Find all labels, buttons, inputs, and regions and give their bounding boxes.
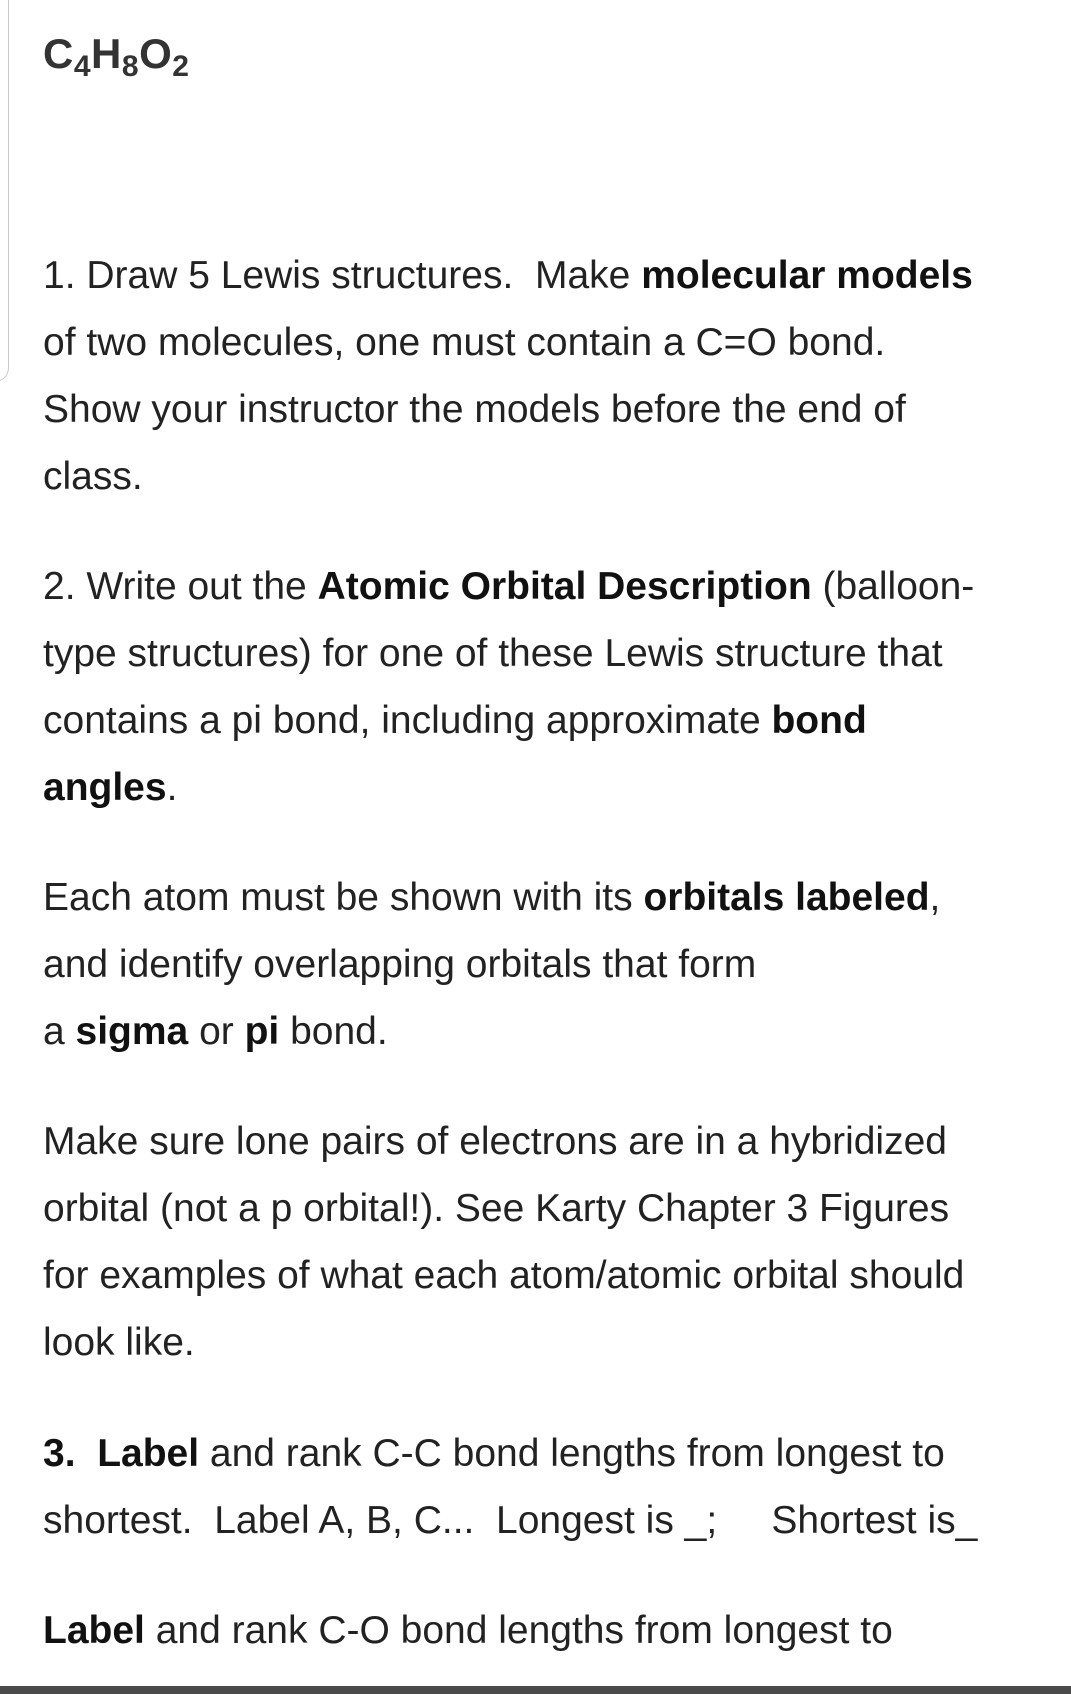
q3-line-1: 3. Label and rank C-C bond lengths from longest to bbox=[43, 1432, 945, 1475]
q1-line-4: class. bbox=[43, 455, 143, 498]
paragraph-lone-pairs bbox=[43, 1108, 964, 1376]
q2-line-1: 2. Write out the Atomic Orbital Description (balloon- bbox=[43, 565, 975, 608]
q4-line-1: Label and rank C-O bond lengths from longest to bbox=[43, 1609, 893, 1652]
q1-line-3: Show your instructor the models before the end of bbox=[43, 388, 906, 431]
p2-line-1: Make sure lone pairs of electrons are in a hybridized bbox=[43, 1120, 947, 1163]
q1-line-2: of two molecules, one must contain a C=O bond. bbox=[43, 321, 886, 364]
molecular-formula: $C_4H_8O_2$ bbox=[43, 30, 190, 83]
question-2 bbox=[43, 553, 974, 821]
p1-line-3: a sigma or pi bond. bbox=[43, 1010, 388, 1053]
bottom-scroll-bar bbox=[0, 1686, 1071, 1694]
p2-line-3: for examples of what each atom/atomic orbital should bbox=[43, 1254, 965, 1297]
p1-line-1: Each atom must be shown with its orbitals labeled, bbox=[43, 876, 941, 919]
p1-line-2: and identify overlapping orbitals that form bbox=[43, 943, 757, 986]
q1-line-1: 1. Draw 5 Lewis structures. Make molecular models bbox=[43, 254, 973, 297]
p2-line-2: orbital (not a p orbital!). See Karty Chapter 3 Figures bbox=[43, 1187, 950, 1230]
q2-line-4: angles. bbox=[43, 766, 178, 809]
p2-line-4: look like. bbox=[43, 1321, 195, 1364]
question-3 bbox=[43, 1420, 977, 1554]
q2-line-2: type structures) for one of these Lewis structure that bbox=[43, 632, 943, 675]
paragraph-orbitals bbox=[43, 864, 940, 1065]
question-4 bbox=[43, 1597, 893, 1664]
q2-line-3: contains a pi bond, including approximate bond bbox=[43, 699, 867, 742]
panel-edge bbox=[0, 0, 9, 382]
q3-line-2: shortest. Label A, B, C... Longest is _; Shortest is_ bbox=[43, 1499, 978, 1542]
question-1 bbox=[43, 242, 973, 510]
